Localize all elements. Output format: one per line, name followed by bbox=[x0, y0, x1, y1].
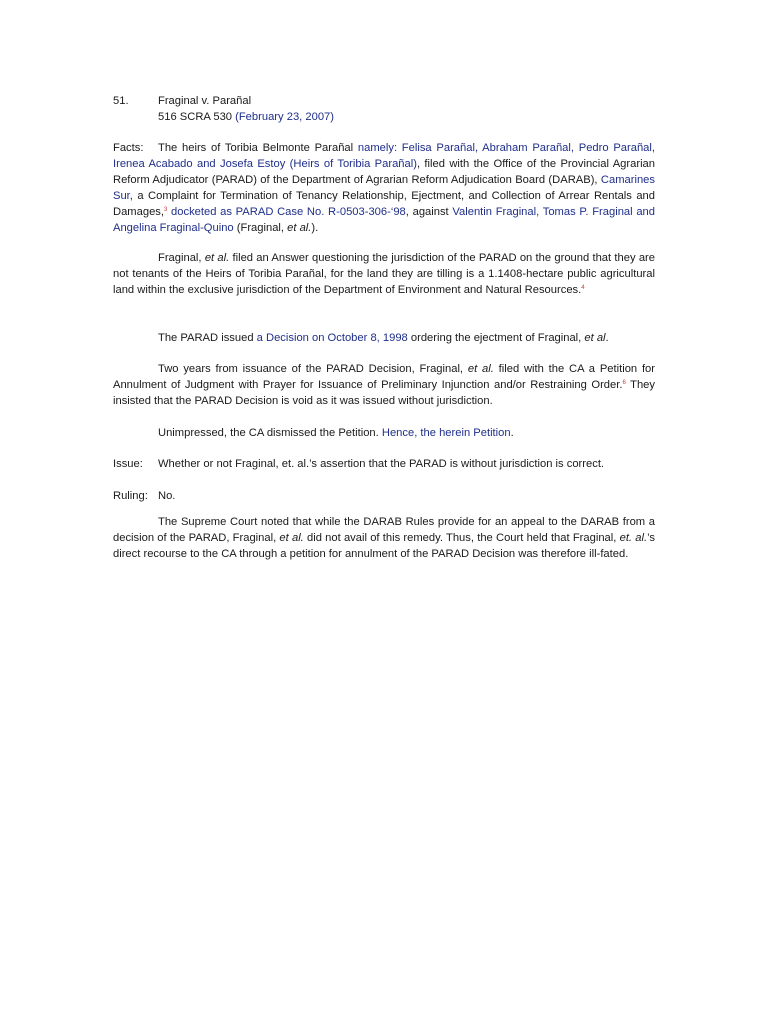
footnote-ref-6: 6 bbox=[622, 380, 626, 386]
facts-p2-text-1: Fraginal, bbox=[158, 252, 205, 264]
ruling-p1-text-2: did not avail of this remedy. Thus, the Court held that Fraginal, bbox=[303, 532, 620, 544]
ruling-p1-text-3: ’s direct recourse to the CA through a petition for annulment of the PARAD Decision was therefore ill-fated. bbox=[113, 532, 655, 560]
facts-p2-text-2: filed an Answer questioning the jurisdiction of the PARAD on the ground that they are not tenants of the Heirs of Toribia Parañal, for the land they are tilling is a 1.1408-hectare public agricultural land within the exclusive jurisdiction of the Department of Environment and Natural Resources. bbox=[113, 252, 655, 296]
facts-p1-location: Camarines Sur bbox=[113, 174, 655, 202]
facts-p3-text-3: . bbox=[605, 332, 609, 344]
case-citation: 516 SCRA 530 bbox=[158, 111, 233, 123]
facts-p1-text-6: ). bbox=[311, 222, 319, 234]
facts-p1-text-1: The heirs of Toribia Belmonte Parañal bbox=[158, 142, 358, 154]
footnote-ref-3: 3 bbox=[164, 207, 168, 213]
facts-p5-text-2: . bbox=[510, 427, 514, 439]
facts-p4-etal: et al. bbox=[467, 363, 494, 375]
ruling-answer: No. bbox=[158, 490, 176, 502]
facts-p1-text-5: (Fraginal, bbox=[233, 222, 288, 234]
facts-p1-text-2: , filed with the Office of the Provincial Agrarian Reform Adjudicator (PARAD) of the Department of Agrarian Reform Adjudication Board (DARAB), bbox=[113, 158, 655, 186]
facts-p2-etal: et al. bbox=[204, 252, 230, 264]
facts-paragraph-1 bbox=[113, 140, 655, 236]
facts-p3-etal: et al bbox=[584, 332, 606, 344]
facts-p1-case-number: docketed as PARAD Case No. R-0503-306-‘98 bbox=[167, 206, 406, 218]
facts-p4-text-1: Two years from issuance of the PARAD Decision, Fraginal, bbox=[158, 363, 468, 375]
facts-p1-heirs-names: namely: Felisa Parañal, Abraham Parañal, Pedro Parañal, Irenea Acabado and Josefa Estoy (Heirs of Toribia Parañal) bbox=[113, 142, 655, 170]
ruling-p1-etal-2: et. al. bbox=[619, 532, 648, 544]
ruling-section bbox=[113, 488, 655, 504]
facts-label: Facts: bbox=[113, 142, 144, 154]
facts-paragraph-2 bbox=[113, 250, 655, 298]
facts-paragraph-4 bbox=[113, 361, 655, 409]
facts-p1-text-3: , a Complaint for Termination of Tenancy Relationship, Ejectment, and Collection of Arrear Rentals and Damages, bbox=[113, 190, 655, 218]
issue-section bbox=[113, 456, 655, 472]
facts-p1-etal: et al. bbox=[287, 222, 312, 234]
case-date: (February 23, 2007) bbox=[235, 111, 334, 123]
issue-label: Issue: bbox=[113, 458, 143, 470]
ruling-label: Ruling: bbox=[113, 490, 148, 502]
case-number: 51. bbox=[113, 95, 129, 107]
ruling-paragraph-1 bbox=[113, 514, 655, 562]
facts-paragraph-5 bbox=[113, 425, 655, 441]
facts-p3-text-1: The PARAD issued bbox=[158, 332, 257, 344]
ruling-p1-text-1: The Supreme Court noted that while the DARAB Rules provide for an appeal to the DARAB from a decision of the PARAD, Fraginal, bbox=[113, 516, 655, 544]
facts-p4-text-3: They insisted that the PARAD Decision is void as it was issued without jurisdiction. bbox=[113, 379, 655, 407]
facts-paragraph-3 bbox=[113, 330, 655, 346]
facts-p1-respondents: Valentin Fraginal, Tomas P. Fraginal and Angelina Fraginal-Quino bbox=[113, 206, 656, 234]
issue-text: Whether or not Fraginal, et. al.’s assertion that the PARAD is without jurisdiction is correct. bbox=[158, 458, 605, 470]
case-header bbox=[113, 93, 655, 125]
facts-p3-decision-date: a Decision on October 8, 1998 bbox=[256, 332, 408, 344]
facts-p5-text-1: Unimpressed, the CA dismissed the Petition. bbox=[158, 427, 382, 439]
facts-p5-herein-petition: Hence, the herein Petition bbox=[381, 427, 511, 439]
footnote-ref-4: 4 bbox=[581, 285, 585, 291]
ruling-p1-etal: et al. bbox=[279, 532, 304, 544]
case-title: Fraginal v. Parañal bbox=[158, 95, 252, 107]
facts-p1-text-4: , against bbox=[405, 206, 453, 218]
facts-p3-text-2: ordering the ejectment of Fraginal, bbox=[407, 332, 585, 344]
facts-p4-text-2: filed with the CA a Petition for Annulment of Judgment with Prayer for Issuance of Preliminary Injunction and/or Restraining Order. bbox=[113, 363, 656, 391]
